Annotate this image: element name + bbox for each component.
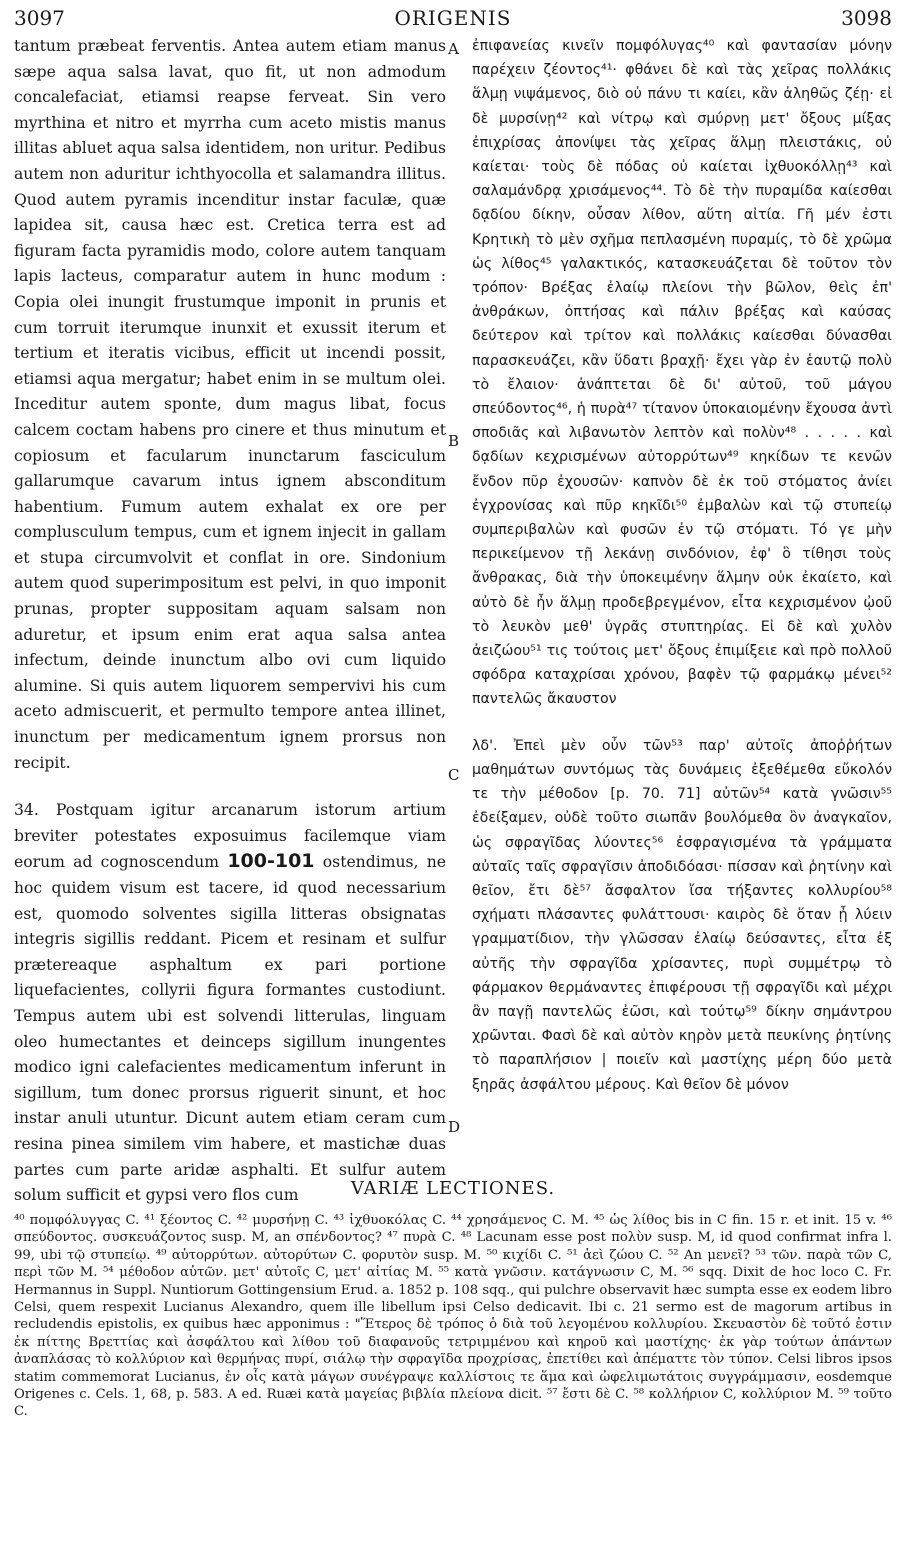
left-column-number: 3097 bbox=[14, 6, 65, 30]
latin-para2-end: ostendimus, ne hoc quidem visum est tacere, id quod necessarium est, quomodo solventes sigilla litteras obsignatas integris sigillis reddant. Picem et resinam et sulfur prætereaque asphaltum ex pari portione liquefacientes, collyrii figura formantes custodiunt. Tempus autem ubi est solvendi litterulas, linguam oleo humectantes et deinceps sigillum inungentes modico igni calefacientes medicamentum inferunt in sigillum, tum donec prorsus riguerit sinunt, et hoc instar anuli utuntur. Dicunt autem etiam ceram cum resina pinea similem vim habere, et mastichæ duas partes cum parte aridæ asphalti. Et sulfur autem solum sufficit et gypsi vero flos cum bbox=[14, 853, 447, 1205]
margin-marker-d: D bbox=[448, 1118, 461, 1136]
variae-lectiones-notes bbox=[14, 1212, 892, 1421]
page-reference: 100-101 bbox=[227, 850, 315, 873]
latin-paragraph-1: tantum præbeat ferventis. Antea autem etiam manus sæpe aqua salsa lavat, quo fit, ut non admodum concalefaciat, etiamsi reapse ferveat. Sin vero myrthina et nitro et myrrha cum aceto mistis manus illitas abluet aqua salsa identidem, non uritur. Pedibus autem non aduritur ichthyocolla et salamandra illitus. Quod autem pyramis incenditur instar faculæ, quæ lapidea sit, causa hæc est. Cretica terra est ad figuram facta pyramidis modo, colore autem tanquam lapis lacteus, comparatur autem in hunc modum : Copia olei inungit frustumque imponit in prunis et cum torruit iterumque inunxit et exussit iterum et tertium et iteratis vicibus, efficit ut incendi possit, etiamsi aqua mergatur; habet enim in se multum olei. Inceditur autem sponte, dum magus libat, focus calcem coctam habens pro cinere et thus minutum et copiosum et facularum inunctarum fasciculum gallarumque cavarum intus ignem absconditum habentium. Fumum autem exhalat ex ore per complusculum tempus, cum et ignem injecit in gallam et stupa circumvolvit et conflat in ore. Sindonium autem quod superimpositum est pelvi, in quo imponit prunas, propter suppositam aquam salsam non aduretur, et ipsum enim erat aqua salsa antea infectum, deinde inunctum albo ovi cum liquido alumine. Si quis autem liquorem sempervivi his cum aceto admiscuerit, et permulto tempore antea illinet, inunctum per medicamentum ignem prorsus non recipit. bbox=[14, 37, 446, 772]
paragraph-gap bbox=[472, 712, 892, 734]
paragraph-gap bbox=[14, 776, 446, 798]
margin-marker-a: A bbox=[448, 40, 459, 58]
right-column-number: 3098 bbox=[841, 6, 892, 30]
greek-paragraph-1: ἐπιφανείας κινεῖν πομφόλυγας⁴⁰ καὶ φαντασίαν μόνην παρέχειν ζέοντος⁴¹· φθάνει δὲ καὶ τὰς χεῖρας πολλάκις ἅλμῃ νιψάμενος, διὸ οὐ πάνυ τι καίει, κἂν ἀληθῶς ζέῃ· εἰ δὲ μυρσίνῃ⁴² καὶ νίτρῳ καὶ σμύρνῃ μετ' ὄξους μίξας ἐπιχρίσας ἀπονίψει τὰς χεῖρας ἅλμῃ πλειστάκις, οὐ καίεται· τοὺς δὲ πόδας οὐ καίεται ἰχθυοκόλλῃ⁴³ καὶ σαλαμάνδρᾳ χρισάμενος⁴⁴. Τὸ δὲ τὴν πυραμίδα καίεσθαι δᾳδίου δίκην, οὖσαν λίθον, αὕτη αἰτία. Γῆ μέν ἐστι Κρητικὴ τὸ μὲν σχῆμα πεπλασμένη πυραμίς, τὸ δὲ χρῶμα ὡς λίθος⁴⁵ γαλακτικός, κατασκευάζεται δὲ τοῦτον τὸν τρόπον· Βρέξας ἐλαίῳ πλείονι τὴν βῶλον, θεὶς ἐπ' ἀνθράκων, ὀπτήσας καὶ πάλιν βρέξας καὶ καύσας δεύτερον καὶ τρίτον καὶ πολλάκις καίεσθαι δύνασθαι παρασκευάζει, κἂν ὕδατι βραχῇ· ἔχει γὰρ ἐν ἑαυτῷ πολὺ τὸ ἔλαιον· ἀνάπτεται δὲ δι' αὐτοῦ, τοῦ μάγου σπεύδοντος⁴⁶, ἡ πυρὰ⁴⁷ τίτανον ὑποκαιομένην ἔχουσα ἀντὶ σποδιᾶς καὶ λιβανωτὸν λεπτὸν καὶ πολὺν⁴⁸ . . . . . καὶ δᾳδίων κεχρισμένων αὐτορρύτων⁴⁹ κηκίδων τε κενῶν ἔνδον πῦρ ἐχουσῶν· καπνὸν δὲ ἐκ τοῦ στόματος ἀνίει ἐγχρονίσας καὶ πῦρ κηκῖδι⁵⁰ ἐμβαλὼν καὶ τῷ στυπείῳ συμπεριβαλὼν καὶ φυσῶν ἐν τῷ στόματι. Τό γε μὴν περικείμενον τῇ λεκάνῃ σινδόνιον, ἐφ' ὃ τίθησι τοὺς ἄνθρακας, διὰ τὴν ὑποκειμένην ἅλμην οὐκ ἐκαίετο, καὶ αὐτὸ δὲ ἦν ἅλμῃ προδεβρεγμένον, εἶτα κεχρισμένον ᾠοῦ τὸ λευκὸν μεθ' ὑγρᾶς στυπτηρίας. Εἰ δὲ καὶ χυλὸν ἀειζώου⁵¹ τις τούτοις μετ' ὄξους ἐπιμίξειε καὶ πρὸ πολλοῦ σφόδρα καταχρίσαι χρόνου, βαφὲν τῷ φαρμάκῳ μένει⁵² παντελῶς ἄκαυστον bbox=[472, 38, 892, 708]
running-title: ORIGENIS bbox=[394, 6, 512, 30]
variae-lectiones-title: VARIÆ LECTIONES. bbox=[350, 1178, 556, 1199]
margin-marker-c: C bbox=[448, 766, 460, 784]
latin-paragraph-2 bbox=[14, 798, 446, 1209]
greek-paragraph-2: λδ'. Ἐπεὶ μὲν οὖν τῶν⁵³ παρ' αὐτοῖς ἀποῤῥήτων μαθημάτων συντόμως τὰς δυνάμεις ἐξεθέμεθα εὔκολόν τε τὴν μέθοδον [p. 70. 71] αὐτῶν⁵⁴ κατὰ γνῶσιν⁵⁵ ἐδείξαμεν, οὐδὲ τοῦτο σιωπᾶν βουλόμεθα ὃν ἀναγκαῖον, ὡς σφραγῖδας λύοντες⁵⁶ ἐσφραγισμένα τὰ γράμματα αὐταῖς ταῖς σφραγῖσιν ἀποδιδόασι· πίσσαν καὶ ῥητίνην καὶ θεῖον, ἔτι δὲ⁵⁷ ἄσφαλτον ἴσα τήξαντες κολλυρίου⁵⁸ σχήματι πλάσαντες φυλάττουσι· καιρὸς δὲ ὅταν ᾖ λύειν γραμματίδιον, τὴν γλῶσσαν ἐλαίῳ δεύσαντες, εἶτα ἐξ αὐτῆς τὴν σφραγῖδα χρίσαντες, πυρὶ συμμέτρῳ τὸ φάρμακον θερμάναντες ἐπιφέρουσι τῇ σφραγῖδι καὶ μέχρι ἂν παγῇ παντελῶς ἐῶσι, καὶ τούτῳ⁵⁹ δίκην σημάντρου χρῶνται. Φασὶ δὲ καὶ αὐτὸν κηρὸν μετὰ πευκίνης ῥητίνης τὸ παραπλήσιον | ποιεῖν καὶ μαστίχης μέρη δύο μετὰ ξηρᾶς ἀσφάλτου μέρους. Καὶ θεῖον δὲ μόνον bbox=[472, 737, 892, 1093]
margin-marker-b: B bbox=[448, 432, 460, 450]
greek-column bbox=[472, 34, 892, 1097]
latin-para2-start: 34. Postquam igitur arcanarum istorum artium breviter potestates exposuimus facilemque viam eorum ad cognoscendum bbox=[14, 801, 446, 872]
latin-column bbox=[14, 34, 446, 1209]
notes-text: ⁴⁰ πομφόλυγγας C. ⁴¹ ξέοντος C. ⁴² μυρσήνῃ C. ⁴³ ἰχθυοκόλας C. ⁴⁴ χρησάμενος C. M. ⁴⁵ ὡς λίθος bis in C fin. 15 r. et init. 15 v. ⁴⁶ σπεύδοντος. συσκευάζοντος susp. M, an σπένδοντος? ⁴⁷ πυρὰ C. ⁴⁸ Lacunam esse post πολὺν susp. M, id quod confirmat infra l. 99, ubi τῷ στυπείῳ. ⁴⁹ αὐτορρύτων. αὐτορύτων C. φορυτὸν susp. M. ⁵⁰ κιχίδι C. ⁵¹ ἀεὶ ζώου C. ⁵² An μενεῖ? ⁵³ τῶν. παρὰ τῶν C, περὶ τῶν M. ⁵⁴ μέθοδον αὐτῶν. μετ' αὐτοῖς C, μετ' αἰτίας M. ⁵⁵ κατὰ γνῶσιν. κατάγνωσιν C, M. ⁵⁶ sqq. Dixit de hoc loco C. Fr. Hermannus in Suppl. Nuntiorum Gottingensium Erud. a. 1852 p. 108 sqq., qui pulchre observavit hæc sumpta esse ex eodem libro Celsi, quem respexit Lucianus Alexandro, quem ille libellum ipsi Celso dedicavit. Ibi c. 21 sermo est de magorum artibus in recludendis epistolis, ex quibus hæc apponimus : "Ἕτερος δὲ τρόπος ὁ διὰ τοῦ λεγομένου κολλυρίου. Σκευαστὸν δὲ τοῦτό ἐστιν ἐκ πίττης Βρεττίας καὶ ἀσφάλτου καὶ λίθου τοῦ διαφανοῦς τετριμμένου καὶ κηροῦ καὶ μαστίχης· ἐκ γὰρ τούτων ἁπάντων ἀναπλάσας τὸ κολλύριον καὶ θερμήνας πυρί, σιάλῳ τὴν σφραγῖδα προχρίσας, ἐπετίθει καὶ ἀπέματτε τὸν τύπον. Celsi libros ipsos statim commemorat Lucianus, ἐν οἷς κατὰ μάγων συνέγραψε καλλίστοις τε ἅμα καὶ ὠφελιμωτάτοις συγγράμμασιν, eosdemque Origenes c. Cels. 1, 68, p. 583. A ed. Ruæi κατὰ μαγείας βιβλία πλείονα dicit. ⁵⁷ ἔστι δὲ C. ⁵⁸ κολλήριον C, κολλύριον M. ⁵⁹ τοῦτο C. bbox=[14, 1213, 892, 1420]
page-header bbox=[14, 6, 892, 32]
